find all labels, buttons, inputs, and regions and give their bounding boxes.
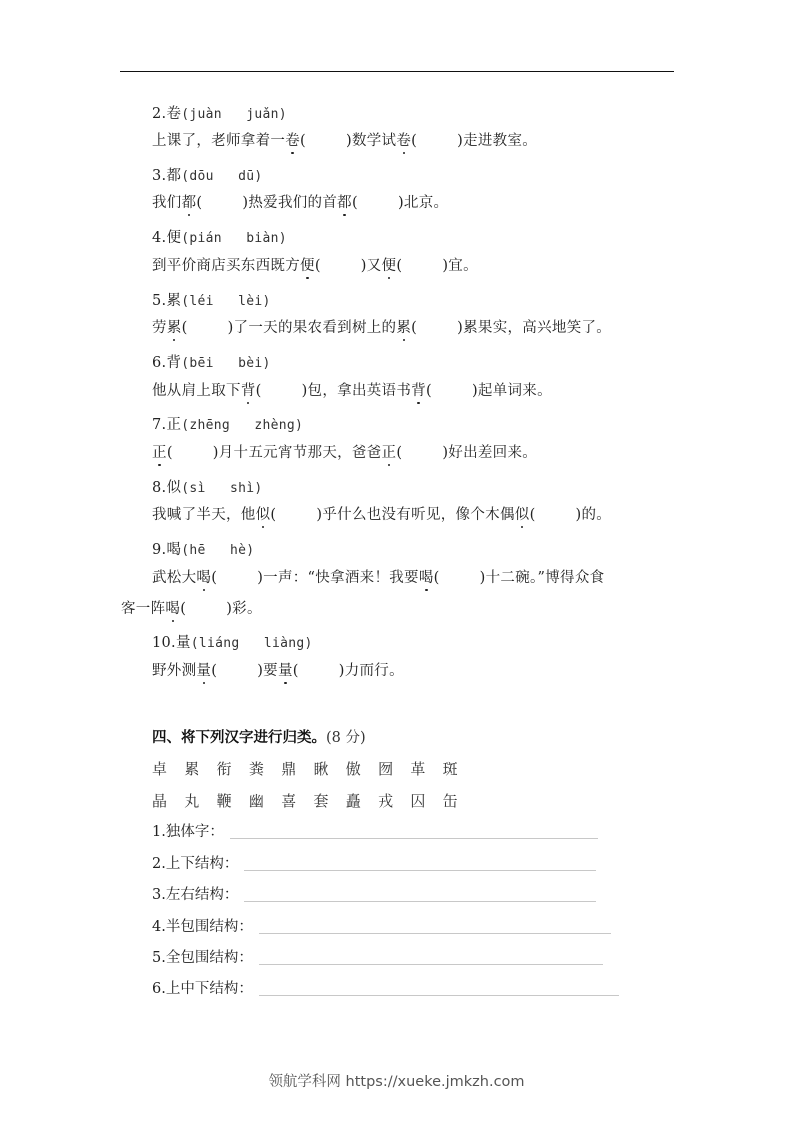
section-4-title: 四、将下列汉字进行归类。 xyxy=(152,730,326,746)
classify-character: 卓 xyxy=(152,760,168,778)
sentence-text: ( xyxy=(180,601,187,617)
classify-character: 瞅 xyxy=(313,760,329,778)
question-sentence xyxy=(152,381,552,401)
sentence-text: )十二碗。”博得众食 xyxy=(479,570,605,586)
sentence-text: ( xyxy=(396,258,403,274)
pinyin-options: (liáng liàng) xyxy=(190,636,313,651)
classify-character: 衔 xyxy=(216,760,232,778)
question-sentence xyxy=(152,505,611,525)
category-row xyxy=(152,977,619,998)
classify-character: 粪 xyxy=(248,760,264,778)
pinyin-options: (léi lèi) xyxy=(181,294,271,309)
target-character: 累 xyxy=(396,320,412,336)
question-header xyxy=(152,633,313,654)
sentence-text: ( xyxy=(411,133,418,149)
sentence-text: 劳 xyxy=(152,320,167,336)
sentence-text: ( xyxy=(529,507,536,523)
sentence-text: ( xyxy=(411,320,418,336)
header-rule xyxy=(120,71,674,72)
target-character: 背 xyxy=(411,383,426,399)
question-header xyxy=(152,353,271,374)
question-character: 量 xyxy=(175,635,191,651)
category-label: 6.上中下结构： xyxy=(152,981,253,997)
classify-character: 囚 xyxy=(410,792,426,810)
sentence-text: 野外测 xyxy=(152,663,197,679)
sentence-text: )彩。 xyxy=(226,601,262,617)
sentence-text: ( xyxy=(196,195,203,211)
sentence-text: )累果实，高兴地笑了。 xyxy=(457,320,612,336)
footer-watermark: 领航学科网 https://xueke.jmkzh.com xyxy=(268,1074,525,1090)
category-label: 2.上下结构： xyxy=(152,856,239,872)
question-sentence xyxy=(152,318,611,338)
classify-character: 鞭 xyxy=(216,792,232,810)
section-4-heading xyxy=(152,726,366,747)
question-header xyxy=(152,415,303,436)
sentence-text: )包，拿出英语书 xyxy=(301,383,412,399)
sentence-text: ( xyxy=(255,383,262,399)
sentence-text: ( xyxy=(314,258,321,274)
question-header xyxy=(152,104,287,125)
answer-line[interactable] xyxy=(244,870,596,871)
sentence-text: ( xyxy=(300,133,306,149)
classify-character: 傲 xyxy=(345,760,361,778)
question-header xyxy=(152,478,263,499)
question-number: 3. xyxy=(152,168,167,184)
question-number: 9. xyxy=(152,542,167,558)
sentence-text: )起单词来。 xyxy=(471,383,552,399)
question-character: 卷 xyxy=(166,106,182,122)
sentence-text: 上课了，老师拿着一 xyxy=(152,133,286,149)
question-sentence-continued xyxy=(121,599,262,619)
question-character: 正 xyxy=(166,417,182,433)
target-character: 累 xyxy=(166,320,182,336)
category-label: 5.全包围结构： xyxy=(152,950,253,966)
sentence-text: )宜。 xyxy=(442,258,478,274)
target-character: 便 xyxy=(300,258,315,274)
sentence-text: )月十五元宵节那天，爸爸 xyxy=(212,445,382,461)
sentence-text: ( xyxy=(433,570,440,586)
target-character: 都 xyxy=(181,195,197,211)
question-sentence xyxy=(152,131,537,151)
classify-character: 套 xyxy=(313,792,329,810)
answer-line[interactable] xyxy=(259,995,619,996)
classify-character: 戎 xyxy=(378,792,394,810)
target-character: 卷 xyxy=(285,133,301,149)
classify-character: 囫 xyxy=(378,760,394,778)
sentence-text: ( xyxy=(270,507,277,523)
section-4-score: (8 分) xyxy=(326,730,366,746)
category-row xyxy=(152,915,611,936)
category-row xyxy=(152,820,598,841)
category-row xyxy=(152,946,603,967)
question-number: 4. xyxy=(152,230,167,246)
category-label: 4.半包围结构： xyxy=(152,919,253,935)
character-row-2 xyxy=(152,790,475,811)
classify-character: 鼎 xyxy=(281,760,297,778)
sentence-text: )的。 xyxy=(575,507,612,523)
pinyin-options: (sì shì) xyxy=(181,481,263,496)
sentence-text: )走进教室。 xyxy=(457,133,538,149)
pinyin-options: (bēi bèi) xyxy=(181,356,271,371)
question-sentence xyxy=(152,193,448,213)
sentence-text: )乎什么也没有听见，像个木偶 xyxy=(316,507,515,523)
classify-character: 累 xyxy=(184,760,200,778)
target-character: 正 xyxy=(152,445,167,461)
target-character: 便 xyxy=(381,258,397,274)
sentence-text: 客一阵 xyxy=(121,601,166,617)
question-sentence xyxy=(152,443,537,463)
sentence-text: ( xyxy=(181,320,188,336)
question-number: 2. xyxy=(152,106,167,122)
sentence-text: ( xyxy=(292,663,299,679)
target-character: 似 xyxy=(255,507,271,523)
answer-line[interactable] xyxy=(230,838,598,839)
sentence-text: )北京。 xyxy=(397,195,449,211)
classify-character: 丸 xyxy=(184,792,200,810)
question-header xyxy=(152,228,287,249)
target-character: 喝 xyxy=(418,570,434,586)
classify-character: 晶 xyxy=(152,792,168,810)
sentence-text: ( xyxy=(425,383,432,399)
sentence-text: )热爱我们的首 xyxy=(242,195,338,211)
sentence-text: 我喊了半天，他 xyxy=(152,507,256,523)
sentence-text: 到平价商店买东西既方 xyxy=(152,258,300,274)
category-row xyxy=(152,852,596,873)
classify-character: 斑 xyxy=(442,760,458,778)
sentence-text: 他从肩上取下 xyxy=(152,383,241,399)
answer-line[interactable] xyxy=(259,964,603,965)
question-sentence xyxy=(152,568,604,588)
sentence-text: ( xyxy=(211,663,218,679)
sentence-text: ( xyxy=(396,445,403,461)
answer-line[interactable] xyxy=(259,933,611,934)
classify-character: 矗 xyxy=(345,792,361,810)
question-character: 喝 xyxy=(166,542,182,558)
question-character: 便 xyxy=(166,230,182,246)
answer-line[interactable] xyxy=(244,901,596,902)
character-row-1 xyxy=(152,758,475,779)
target-character: 背 xyxy=(240,383,256,399)
category-label: 3.左右结构： xyxy=(152,887,239,903)
target-character: 喝 xyxy=(196,570,212,586)
target-character: 都 xyxy=(337,195,352,211)
sentence-text: )力而行。 xyxy=(338,663,404,679)
question-character: 似 xyxy=(166,480,182,496)
question-number: 10. xyxy=(152,635,176,651)
pinyin-options: (pián biàn) xyxy=(181,231,287,246)
sentence-text: )数学试 xyxy=(345,133,397,149)
sentence-text: ( xyxy=(166,445,173,461)
question-sentence xyxy=(152,661,404,681)
question-header xyxy=(152,540,254,561)
question-character: 都 xyxy=(166,168,182,184)
target-character: 似 xyxy=(514,507,530,523)
target-character: 量 xyxy=(277,663,293,679)
category-label: 1.独体字： xyxy=(152,824,224,840)
sentence-text: )要 xyxy=(257,663,278,679)
classify-character: 喜 xyxy=(281,792,297,810)
question-number: 5. xyxy=(152,293,167,309)
question-number: 7. xyxy=(152,417,167,433)
sentence-text: 我们 xyxy=(152,195,182,211)
pinyin-options: (juàn juǎn) xyxy=(181,107,287,122)
target-character: 正 xyxy=(381,445,397,461)
target-character: 卷 xyxy=(396,133,412,149)
question-character: 背 xyxy=(166,355,182,371)
question-header xyxy=(152,166,263,187)
question-number: 8. xyxy=(152,480,167,496)
classify-character: 革 xyxy=(410,760,426,778)
sentence-text: )了一天的果农看到树上的 xyxy=(227,320,397,336)
classify-character: 缶 xyxy=(442,792,458,810)
sentence-text: )一声：“快拿酒来！我要 xyxy=(257,570,419,586)
classify-character: 幽 xyxy=(248,792,264,810)
pinyin-options: (zhēng zhèng) xyxy=(181,418,304,433)
target-character: 喝 xyxy=(165,601,181,617)
sentence-text: )又 xyxy=(360,258,382,274)
pinyin-options: (hē hè) xyxy=(181,543,255,558)
sentence-text: ( xyxy=(211,570,218,586)
question-header xyxy=(152,291,271,312)
question-sentence xyxy=(152,256,478,276)
pinyin-options: (dōu dū) xyxy=(181,169,263,184)
sentence-text: 武松大 xyxy=(152,570,197,586)
sentence-text: ( xyxy=(351,195,358,211)
question-character: 累 xyxy=(166,293,182,309)
question-number: 6. xyxy=(152,355,167,371)
target-character: 量 xyxy=(196,663,212,679)
sentence-text: )好出差回来。 xyxy=(442,445,538,461)
category-row xyxy=(152,883,596,904)
